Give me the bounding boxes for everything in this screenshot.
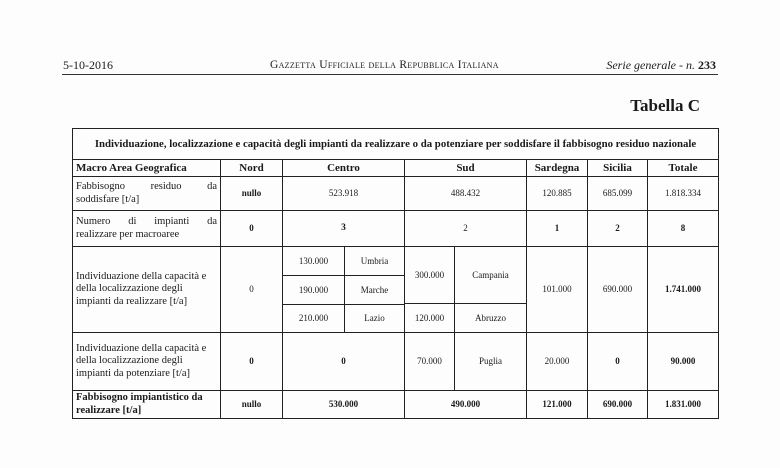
row-label-potenziare: Individuazione della capacità e della localizzazione degli impianti da potenziare [t/a] [73, 333, 221, 391]
cell-realizzare-centro-value-3: 210.000 [283, 305, 345, 333]
table-row-realizzare [73, 247, 719, 275]
cell-impiantistico-sicilia: 690.000 [588, 391, 648, 419]
cell-numero-sicilia: 2 [588, 211, 648, 247]
cell-potenziare-sud-value: 70.000 [405, 333, 455, 391]
table-row-potenziare [73, 333, 719, 391]
cell-impiantistico-nord: nullo [221, 391, 283, 419]
header-date: 5-10-2016 [63, 58, 113, 72]
table-row-fabbisogno [73, 177, 719, 211]
cell-potenziare-sardegna: 20.000 [527, 333, 588, 391]
cell-realizzare-centro-value-2: 190.000 [283, 276, 345, 305]
cell-fabbisogno-sardegna: 120.885 [527, 177, 588, 211]
row-label-numero [73, 211, 221, 247]
cell-numero-nord: 0 [221, 211, 283, 247]
cell-fabbisogno-sud: 488.432 [405, 177, 527, 211]
header-rule [62, 74, 718, 75]
cell-fabbisogno-sicilia: 685.099 [588, 177, 648, 211]
cell-realizzare-sardegna: 101.000 [527, 247, 588, 333]
table-row-impiantistico [73, 391, 719, 419]
cell-numero-sud: 2 [405, 211, 527, 247]
col-header-nord: Nord [221, 160, 283, 177]
table-header-row [73, 160, 719, 177]
cell-realizzare-centro-region-2: Marche [345, 276, 405, 305]
cell-realizzare-sud-value-2: 120.000 [405, 304, 455, 333]
cell-potenziare-totale: 90.000 [648, 333, 719, 391]
col-header-totale: Totale [648, 160, 719, 177]
row-label-realizzare: Individuazione della capacità e della localizzazione degli impianti da realizzare [t/a] [73, 247, 221, 333]
cell-realizzare-nord: 0 [221, 247, 283, 333]
row-label-fabbisogno-line1: Fabbisogno residuo da [76, 181, 217, 193]
cell-realizzare-centro-value-1: 130.000 [283, 247, 345, 276]
header-publication: Gazzetta Ufficiale della Repubblica Italiana [270, 59, 499, 71]
row-label-numero-line2: realizzare per macroaree [76, 228, 180, 240]
cell-fabbisogno-totale: 1.818.334 [648, 177, 719, 211]
cell-impiantistico-sud: 490.000 [405, 391, 527, 419]
row-label-numero-line1: Numero di impianti da [76, 216, 217, 228]
cell-realizzare-sud-value-1: 300.000 [405, 247, 455, 304]
row-label-fabbisogno [73, 177, 221, 211]
table-caption-row [73, 129, 719, 160]
cell-potenziare-sud-region: Puglia [455, 333, 527, 391]
cell-potenziare-nord: 0 [221, 333, 283, 391]
cell-numero-centro: 3 [283, 211, 405, 247]
cell-fabbisogno-nord: nullo [221, 177, 283, 211]
cell-realizzare-centro-region-3: Lazio [345, 305, 405, 333]
cell-potenziare-sicilia: 0 [588, 333, 648, 391]
cell-numero-totale: 8 [648, 211, 719, 247]
col-header-area: Macro Area Geografica [73, 160, 221, 177]
header-series [606, 58, 716, 73]
col-header-centro: Centro [283, 160, 405, 177]
cell-impiantistico-centro: 530.000 [283, 391, 405, 419]
col-header-sicilia: Sicilia [588, 160, 648, 177]
table-title: Tabella C [630, 96, 700, 115]
cell-potenziare-centro: 0 [283, 333, 405, 391]
cell-realizzare-totale: 1.741.000 [648, 247, 719, 333]
cell-realizzare-sud-region-1: Campania [455, 247, 527, 304]
col-header-sardegna: Sardegna [527, 160, 588, 177]
row-label-impiantistico: Fabbisogno impiantistico da realizzare [t/a] [73, 391, 221, 419]
cell-impiantistico-sardegna: 121.000 [527, 391, 588, 419]
cell-realizzare-sud-region-2: Abruzzo [455, 304, 527, 333]
table-caption: Individuazione, localizzazione e capacità degli impianti da realizzare o da potenziare per soddisfare il fabbisogno residuo nazionale [73, 129, 719, 160]
cell-numero-sardegna: 1 [527, 211, 588, 247]
cell-fabbisogno-centro: 523.918 [283, 177, 405, 211]
col-header-sud: Sud [405, 160, 527, 177]
data-table [72, 128, 719, 419]
cell-realizzare-centro-region-1: Umbria [345, 247, 405, 276]
row-label-fabbisogno-line2: soddisfare [t/a] [76, 193, 140, 205]
cell-realizzare-sicilia: 690.000 [588, 247, 648, 333]
header-series-number: 233 [698, 58, 716, 72]
cell-impiantistico-totale: 1.831.000 [648, 391, 719, 419]
table-row-numero [73, 211, 719, 247]
header-series-label: Serie generale - n. [606, 58, 695, 72]
